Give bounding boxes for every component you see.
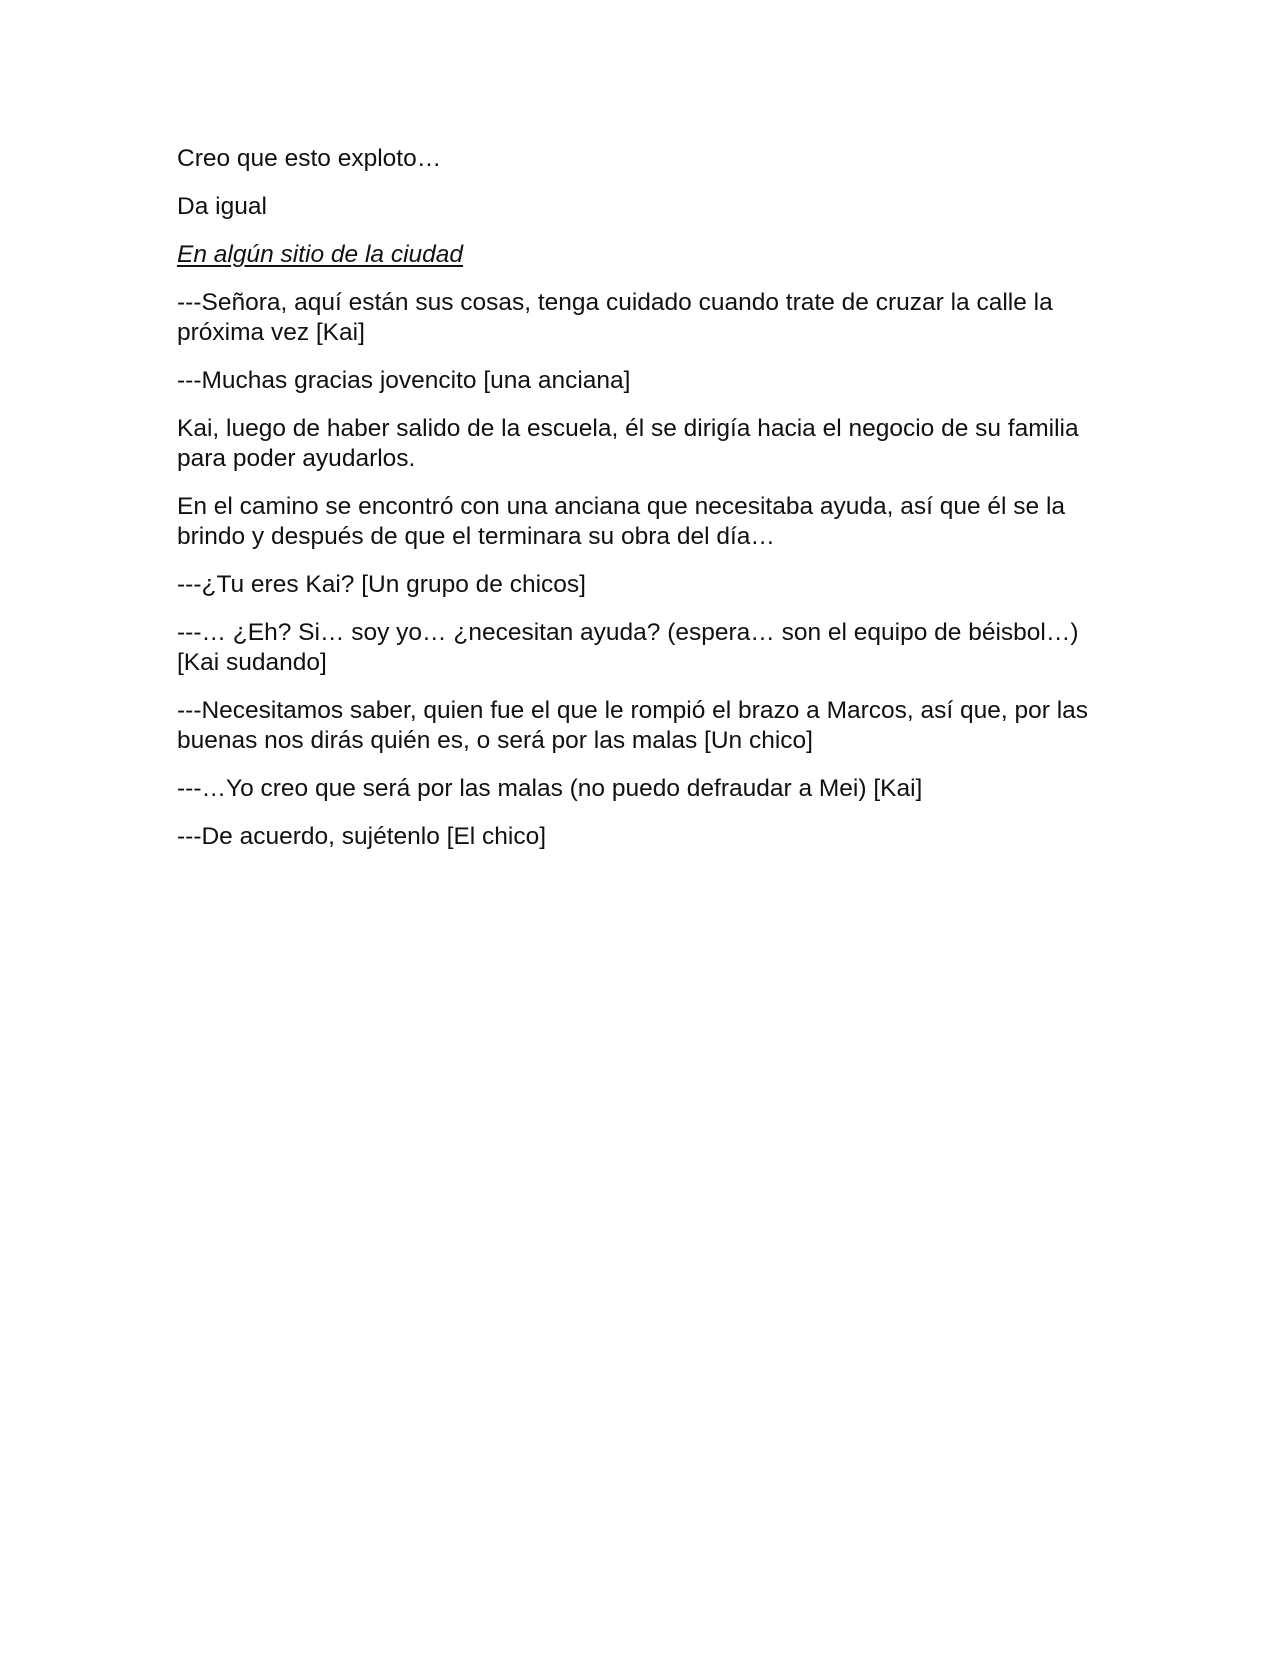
document-body (177, 144, 1117, 870)
paragraph-6: Kai, luego de haber salido de la escuela, él se dirigía hacia el negocio de su familia para poder ayudarlos. (177, 415, 1079, 472)
paragraph-2: Da igual (177, 193, 267, 220)
scene-heading: En algún sitio de la ciudad (177, 241, 464, 268)
paragraph-11: ---…Yo creo que será por las malas (no puedo defraudar a Mei) [Kai] (177, 775, 923, 802)
paragraph-10: ---Necesitamos saber, quien fue el que le rompió el brazo a Marcos, así que, por las buenas nos dirás quién es, o será por las malas [Un chico] (177, 697, 1089, 754)
paragraph-1: Creo que esto exploto… (177, 145, 442, 172)
paragraph-4: ---Señora, aquí están sus cosas, tenga cuidado cuando trate de cruzar la calle la próxima vez [Kai] (177, 289, 1053, 346)
paragraph-9: ---… ¿Eh? Si… soy yo… ¿necesitan ayuda? (espera… son el equipo de béisbol…) [Kai sudando] (177, 619, 1079, 676)
paragraph-5: ---Muchas gracias jovencito [una anciana] (177, 367, 631, 394)
paragraph-7: En el camino se encontró con una anciana que necesitaba ayuda, así que él se la brindo y después de que el terminara su obra del día… (177, 493, 1066, 550)
paragraph-8: ---¿Tu eres Kai? [Un grupo de chicos] (177, 571, 586, 598)
paragraph-12: ---De acuerdo, sujétenlo [El chico] (177, 823, 547, 850)
